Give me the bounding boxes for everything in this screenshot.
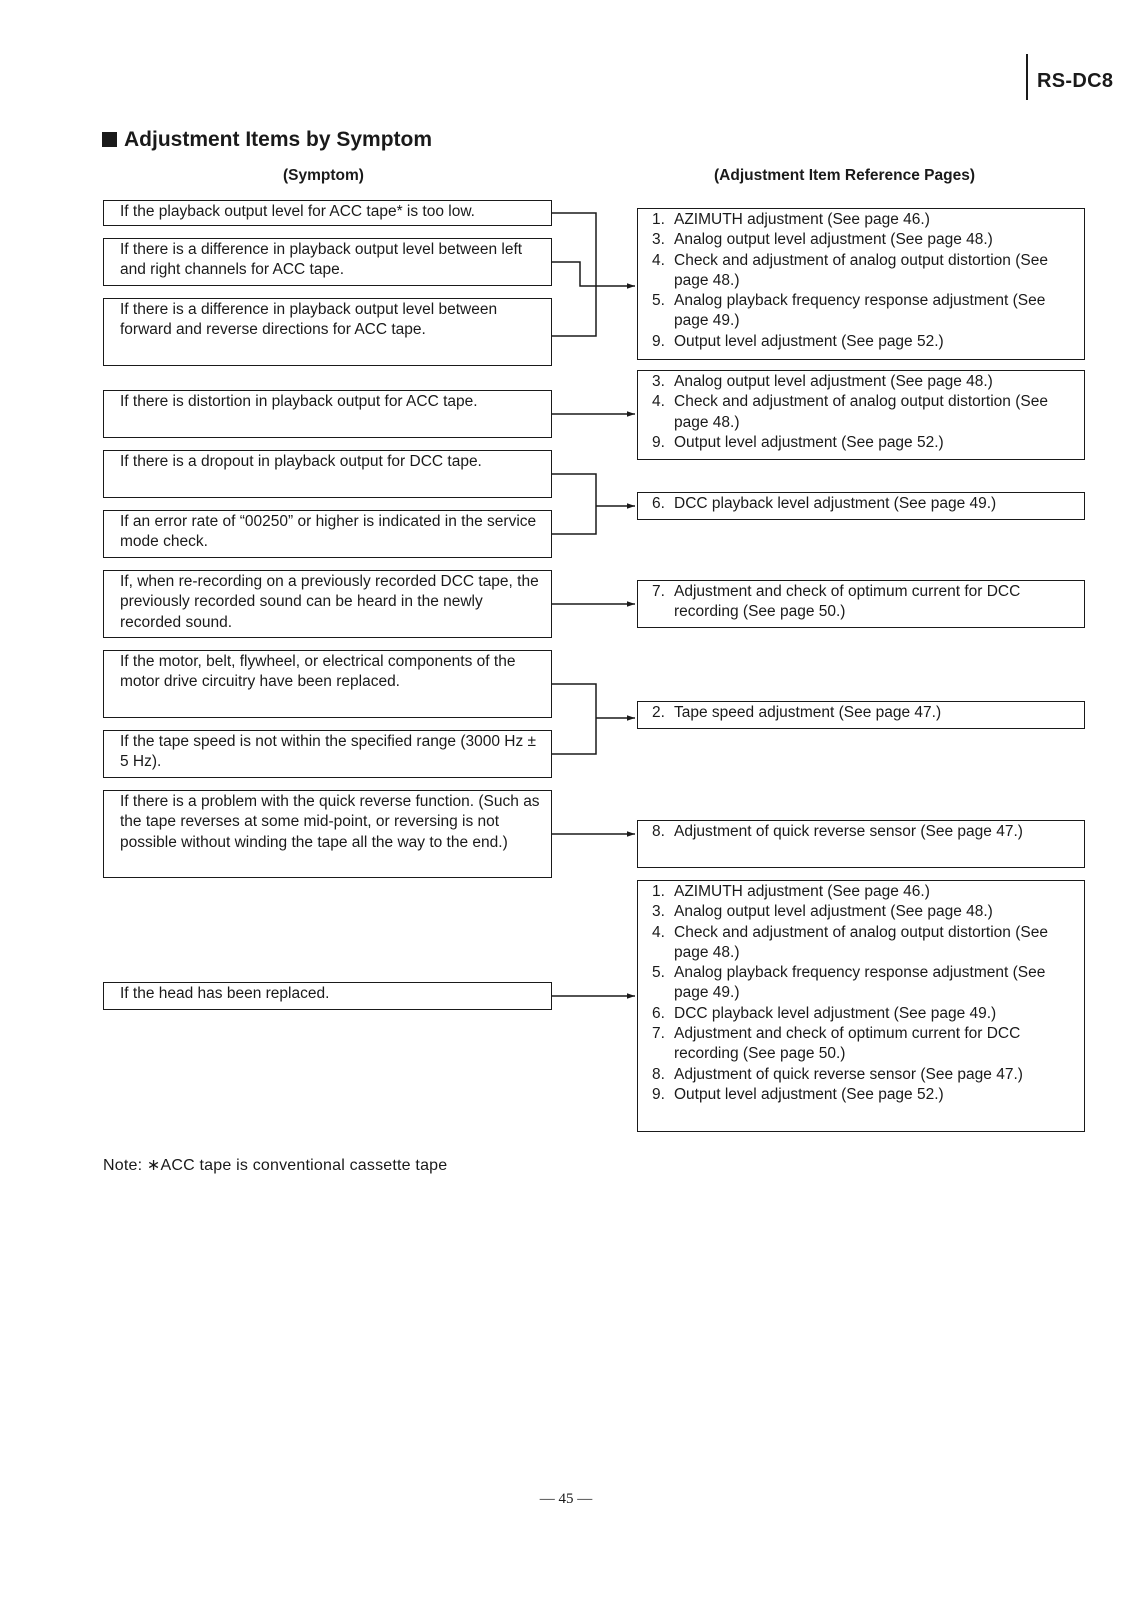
- reference-column-heading: (Adjustment Item Reference Pages): [714, 167, 975, 184]
- item-number: 7.: [652, 1025, 665, 1043]
- item-text: AZIMUTH adjustment (See page 46.): [674, 883, 930, 900]
- item-number: 9.: [652, 1085, 665, 1103]
- symptom-box: If an error rate of “00250” or higher is indicated in the service mode check.: [103, 510, 552, 558]
- symptom-box: If the head has been replaced.: [103, 982, 552, 1010]
- item-text: Analog playback frequency response adjustment (See page 49.): [674, 292, 1046, 330]
- item-number: 3.: [652, 903, 665, 921]
- item-text: Adjustment of quick reverse sensor (See page 47.): [674, 1065, 1023, 1083]
- symptom-box: If there is distortion in playback output for ACC tape.: [103, 390, 552, 438]
- item-number: 4.: [652, 923, 665, 941]
- item-text: DCC playback level adjustment (See page 49.): [674, 1004, 997, 1022]
- item-number: 1.: [652, 211, 665, 228]
- item-number: 3.: [652, 373, 665, 390]
- symptom-box: If there is a difference in playback output level between left and right channels for ACC tape.: [103, 238, 552, 286]
- symptom-box: If there is a difference in playback output level between forward and reverse directions for ACC tape.: [103, 298, 552, 366]
- item-text: Analog output level adjustment (See page 48.): [674, 903, 993, 921]
- connector: [552, 262, 596, 286]
- item-text: Check and adjustment of analog output distortion (See page 48.): [674, 393, 1048, 431]
- item-number: 8.: [652, 823, 665, 840]
- symptom-box: If the motor, belt, flywheel, or electrical components of the motor drive circuitry have been replaced.: [103, 650, 552, 718]
- connector: [552, 474, 596, 534]
- item-number: 4.: [652, 393, 665, 411]
- model-number: RS-DC8: [1037, 70, 1114, 92]
- item-text: Output level adjustment (See page 52.): [674, 1085, 944, 1103]
- symptom-box: If the tape speed is not within the specified range (3000 Hz ± 5 Hz).: [103, 730, 552, 778]
- item-number: 6.: [652, 1004, 665, 1022]
- item-text: Analog playback frequency response adjustment (See page 49.): [674, 964, 1046, 1002]
- item-number: 6.: [652, 495, 665, 512]
- item-number: 1.: [652, 883, 665, 900]
- item-text: Analog output level adjustment (See page 48.): [674, 373, 993, 390]
- connector: [552, 213, 596, 336]
- item-text: Adjustment and check of optimum current for DCC recording (See page 50.): [674, 583, 1021, 621]
- item-number: 4.: [652, 251, 665, 269]
- footnote: Note: ∗ACC tape is conventional cassette tape: [103, 1157, 448, 1174]
- section-title-text: Adjustment Items by Symptom: [124, 128, 433, 151]
- item-number: 2.: [652, 704, 665, 721]
- item-number: 8.: [652, 1065, 665, 1083]
- item-text: Check and adjustment of analog output distortion (See page 48.): [674, 923, 1048, 961]
- item-number: 3.: [652, 231, 665, 249]
- item-text: Tape speed adjustment (See page 47.): [674, 704, 942, 721]
- item-number: 9.: [652, 433, 665, 451]
- symptom-box: If there is a dropout in playback output for DCC tape.: [103, 450, 552, 498]
- item-text: DCC playback level adjustment (See page 49.): [674, 495, 997, 512]
- item-number: 9.: [652, 332, 665, 350]
- item-number: 5.: [652, 964, 665, 982]
- symptom-box: If, when re-recording on a previously recorded DCC tape, the previously recorded sound can be heard in the newly recorded sound.: [103, 570, 552, 638]
- symptom-box: If the playback output level for ACC tape* is too low.: [103, 200, 552, 226]
- page-number: — 45 —: [539, 1491, 593, 1507]
- item-number: 7.: [652, 583, 665, 600]
- item-number: 5.: [652, 292, 665, 310]
- symptom-box: If there is a problem with the quick reverse function. (Such as the tape reverses at some mid-point, or reversing is not possible without winding the tape all the way to the end.): [103, 790, 552, 878]
- item-text: AZIMUTH adjustment (See page 46.): [674, 211, 930, 228]
- item-text: Analog output level adjustment (See page 48.): [674, 231, 993, 249]
- item-text: Adjustment of quick reverse sensor (See page 47.): [674, 823, 1023, 840]
- item-text: Check and adjustment of analog output distortion (See page 48.): [674, 251, 1048, 289]
- item-text: Output level adjustment (See page 52.): [674, 332, 944, 350]
- item-text: Output level adjustment (See page 52.): [674, 433, 944, 451]
- connector: [552, 684, 596, 754]
- symptom-column-heading: (Symptom): [283, 167, 364, 184]
- item-text: Adjustment and check of optimum current for DCC recording (See page 50.): [674, 1025, 1021, 1063]
